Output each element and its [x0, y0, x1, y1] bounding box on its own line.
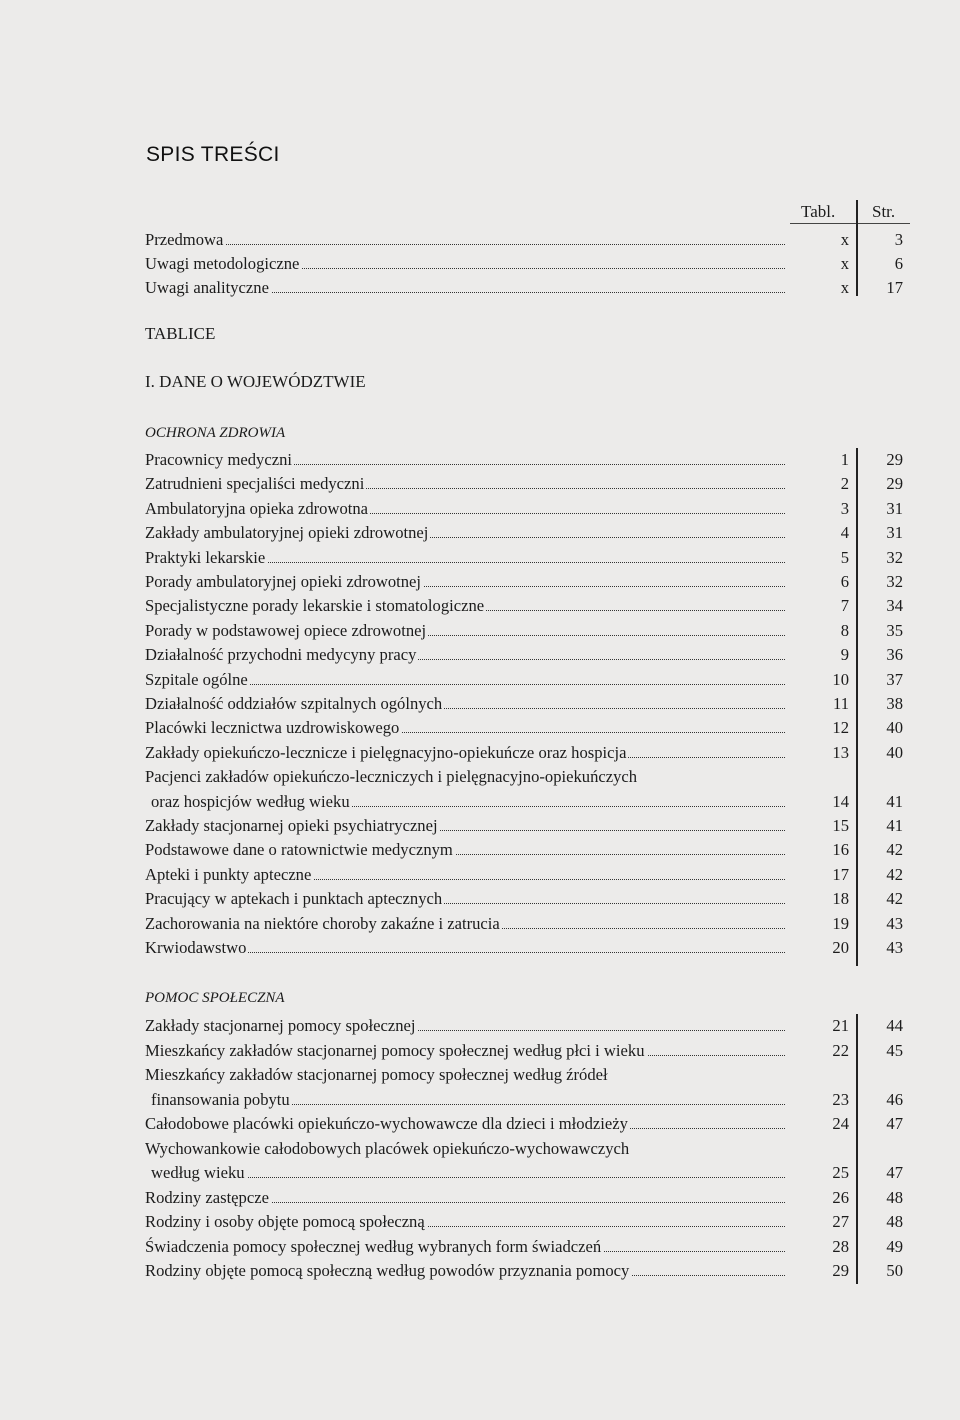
- entry-page-number: 44: [886, 1016, 903, 1035]
- entry-label: Uwagi metodologiczne: [145, 254, 300, 273]
- entry-table-number: x: [840, 254, 849, 273]
- entry-page-number: 47: [886, 1114, 903, 1133]
- entry-table-number: 3: [840, 498, 849, 518]
- toc-entry: [145, 1063, 905, 1087]
- entry-label: Zatrudnieni specjaliści medyczni: [145, 474, 365, 494]
- toc-entry: [145, 1088, 905, 1112]
- toc-entry: [145, 692, 905, 716]
- entry-table-number: 14: [832, 791, 849, 811]
- entry-label: oraz hospicjów według wieku: [151, 791, 350, 811]
- entry-table-number: 24: [832, 1114, 849, 1133]
- entry-page-number: 36: [886, 645, 903, 665]
- entry-table-number: 9: [840, 645, 849, 665]
- toc-entry: [145, 838, 905, 862]
- entry-label: Podstawowe dane o ratownictwie medycznym: [145, 840, 453, 860]
- entry-table-number: 16: [832, 840, 849, 860]
- entry-table-number: 1: [840, 450, 849, 469]
- entry-table-number: 10: [832, 669, 849, 689]
- entry-page-number: 40: [886, 718, 903, 738]
- entry-table-number: 27: [832, 1212, 849, 1231]
- entry-label: Krwiodawstwo: [145, 938, 247, 957]
- entry-page-number: 49: [886, 1236, 903, 1256]
- entry-table-number: 7: [840, 596, 849, 616]
- entry-label: Szpitale ogólne: [145, 669, 248, 689]
- entry-page-number: 3: [894, 230, 903, 249]
- entry-table-number: 19: [832, 913, 849, 933]
- entry-label: Zakłady stacjonarnej opieki psychiatrycznej: [145, 816, 438, 835]
- entry-label: Świadczenia pomocy społecznej według wybranych form świadczeń: [145, 1236, 602, 1256]
- toc-entry: [145, 1137, 905, 1161]
- entry-table-number: 6: [840, 572, 849, 591]
- toc-entry: [145, 570, 905, 594]
- toc-entry: [145, 472, 905, 496]
- entry-table-number: x: [840, 230, 849, 249]
- entry-label: Specjalistyczne porady lekarskie i stomatologiczne: [145, 596, 485, 616]
- toc-entry: [145, 814, 905, 838]
- entry-label: Uwagi analityczne: [145, 278, 269, 297]
- entry-table-number: 2: [840, 474, 849, 494]
- entry-page-number: 41: [886, 791, 903, 811]
- entry-label: Zakłady opiekuńczo-lecznicze i pielęgnacyjno-opiekuńcze oraz hospicja: [145, 742, 627, 762]
- entry-page-number: 45: [886, 1040, 903, 1060]
- entry-table-number: 15: [832, 816, 849, 835]
- entry-label: Mieszkańcy zakładów stacjonarnej pomocy społecznej według płci i wieku: [145, 1040, 645, 1060]
- toc-entry: [145, 765, 905, 789]
- entry-table-number: 12: [832, 718, 849, 738]
- entry-label: Praktyki lekarskie: [145, 547, 266, 567]
- entry-table-number: 17: [832, 864, 849, 884]
- toc-entry: [145, 716, 905, 740]
- toc-entry: [145, 1210, 905, 1234]
- toc-entry: [145, 1039, 905, 1063]
- toc-entry: [145, 1186, 905, 1210]
- entry-page-number: 40: [886, 742, 903, 762]
- toc-entry: [145, 619, 905, 643]
- entry-page-number: 34: [886, 596, 903, 616]
- toc-entry: [145, 252, 905, 276]
- entry-table-number: 5: [840, 547, 849, 567]
- entry-table-number: 20: [832, 938, 849, 957]
- entry-page-number: 46: [886, 1089, 903, 1109]
- toc-entry: [145, 448, 905, 472]
- entry-table-number: 28: [832, 1236, 849, 1256]
- toc-entry: [145, 1235, 905, 1259]
- entry-page-number: 31: [886, 498, 903, 518]
- entry-table-number: 22: [832, 1040, 849, 1060]
- page-title: SPIS TREŚCI: [146, 143, 280, 166]
- entry-table-number: 23: [832, 1089, 849, 1109]
- toc-entry: [145, 1161, 905, 1185]
- entry-label: Rodziny zastępcze: [145, 1187, 269, 1207]
- entry-label: finansowania pobytu: [151, 1089, 290, 1109]
- toc-entry: [145, 741, 905, 765]
- entry-table-number: x: [840, 278, 849, 297]
- entry-page-number: 32: [886, 547, 903, 567]
- entry-label: Zakłady ambulatoryjnej opieki zdrowotnej: [145, 523, 429, 543]
- entry-page-number: 31: [886, 523, 903, 543]
- toc-entry: [145, 643, 905, 667]
- entry-label: Zachorowania na niektóre choroby zakaźne i zatrucia: [145, 913, 500, 933]
- entry-label: Działalność oddziałów szpitalnych ogólnych: [145, 694, 443, 713]
- section-heading-pomoc: POMOC SPOŁECZNA: [145, 990, 285, 1006]
- toc-entry: [145, 1259, 905, 1283]
- entry-label: Zakłady stacjonarnej pomocy społecznej: [145, 1016, 416, 1035]
- entry-page-number: 47: [886, 1163, 903, 1182]
- entry-label: Przedmowa: [145, 230, 224, 249]
- entry-page-number: 37: [886, 669, 903, 689]
- entry-label: Wychowankowie całodobowych placówek opiekuńczo-wychowawczych: [145, 1138, 630, 1158]
- toc-entry: [145, 912, 905, 936]
- column-header-str: Str.: [872, 202, 896, 221]
- toc-entry: [145, 668, 905, 692]
- entry-table-number: 21: [832, 1016, 849, 1035]
- toc-entry: [145, 497, 905, 521]
- entry-table-number: 13: [832, 742, 849, 762]
- entry-page-number: 50: [886, 1261, 903, 1280]
- entry-page-number: 17: [886, 278, 903, 297]
- entry-label: Mieszkańcy zakładów stacjonarnej pomocy społecznej według źródeł: [145, 1065, 608, 1084]
- toc-entry: [145, 521, 905, 545]
- toc-entry: [145, 594, 905, 618]
- entry-label: Całodobowe placówki opiekuńczo-wychowawcze dla dzieci i młodzieży: [145, 1114, 628, 1133]
- entry-label: Rodziny objęte pomocą społeczną według powodów przyznania pomocy: [145, 1261, 630, 1280]
- entry-label: Porady ambulatoryjnej opieki zdrowotnej: [145, 572, 422, 591]
- entry-page-number: 29: [886, 450, 903, 469]
- toc-entry: [145, 546, 905, 570]
- entry-page-number: 48: [886, 1212, 903, 1231]
- entry-page-number: 42: [886, 864, 903, 884]
- toc-entry: [145, 790, 905, 814]
- entry-table-number: 25: [832, 1163, 849, 1182]
- entry-table-number: 26: [832, 1187, 849, 1207]
- toc-entry: [145, 887, 905, 911]
- toc-entry: [145, 228, 905, 252]
- tablice-heading: TABLICE: [145, 324, 216, 343]
- toc-entry: [145, 1112, 905, 1136]
- column-header-tabl: Tabl.: [801, 202, 836, 221]
- entry-label: Placówki lecznictwa uzdrowiskowego: [145, 718, 400, 738]
- toc-entry: [145, 863, 905, 887]
- entry-page-number: 32: [886, 572, 903, 591]
- entry-table-number: 8: [840, 620, 849, 640]
- entry-table-number: 4: [840, 523, 849, 543]
- entry-page-number: 38: [886, 694, 903, 713]
- column-header-rule: [790, 223, 910, 224]
- entry-page-number: 29: [886, 474, 903, 494]
- entry-table-number: 11: [833, 694, 849, 713]
- entry-label: Pracownicy medyczni: [145, 450, 292, 469]
- toc-entry: [145, 1014, 905, 1038]
- toc-entry: [145, 936, 905, 960]
- entry-label: Pacjenci zakładów opiekuńczo-leczniczych i pielęgnacyjno-opiekuńczych: [145, 767, 638, 787]
- entry-label: według wieku: [151, 1163, 245, 1182]
- entry-label: Apteki i punkty apteczne: [145, 864, 312, 884]
- entry-page-number: 42: [886, 840, 903, 860]
- entry-page-number: 43: [886, 913, 903, 933]
- entry-table-number: 29: [832, 1261, 849, 1280]
- entry-label: Działalność przychodni medycyny pracy: [145, 645, 417, 665]
- entry-page-number: 6: [894, 254, 903, 273]
- section-heading-ochrona: OCHRONA ZDROWIA: [145, 425, 286, 441]
- toc-entry: [145, 276, 905, 300]
- entry-page-number: 42: [886, 889, 903, 909]
- entry-table-number: 18: [832, 889, 849, 909]
- part-heading: I. DANE O WOJEWÓDZTWIE: [145, 372, 366, 391]
- entry-label: Porady w podstawowej opiece zdrowotnej: [145, 620, 427, 640]
- entry-page-number: 48: [886, 1187, 903, 1207]
- entry-label: Rodziny i osoby objęte pomocą społeczną: [145, 1212, 425, 1231]
- entry-label: Pracujący w aptekach i punktach aptecznych: [145, 889, 443, 909]
- entry-label: Ambulatoryjna opieka zdrowotna: [145, 498, 369, 518]
- entry-page-number: 35: [886, 620, 903, 640]
- entry-page-number: 43: [886, 938, 903, 957]
- entry-page-number: 41: [886, 816, 903, 835]
